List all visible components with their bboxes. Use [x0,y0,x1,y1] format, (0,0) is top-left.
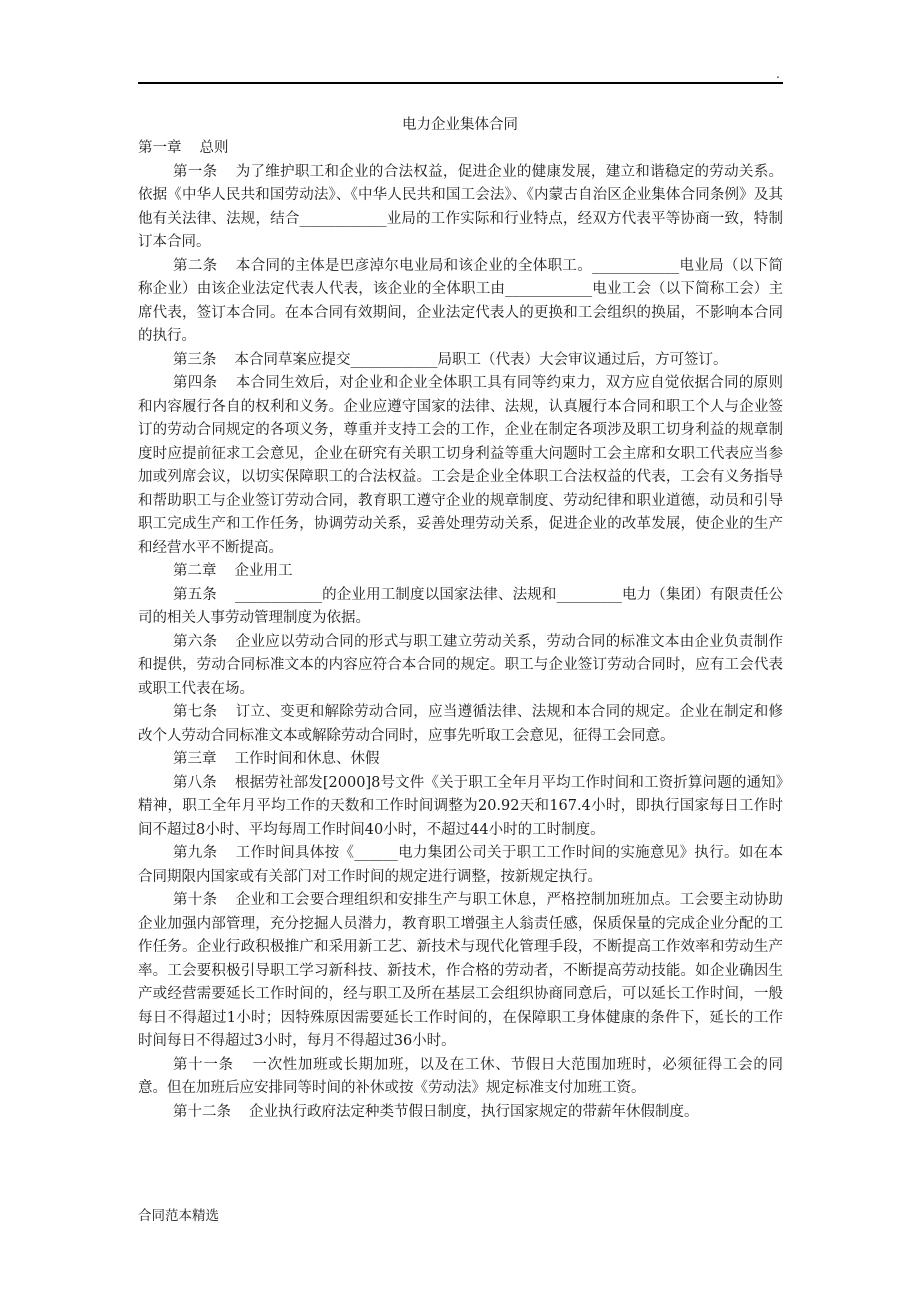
article-5: 第五条 ____________的企业用工制度以国家法律、法规和_________电力（集团）有限责任公司的相关人事劳动管理制度为依据。 [138,586,784,626]
article-11: 第十一条 一次性加班或长期加班，以及在工休、节假日大范围加班时，必须征得工会的同意。但在加班后应安排同等时间的补休或按《劳动法》规定标准支付加班工资。 [138,1056,783,1096]
document-title: 电力企业集体合同 [402,117,518,133]
article-3: 第三条 本合同草案应提交____________局职工（代表）大会审议通过后，方可签订。 [173,351,728,368]
document-body [138,137,783,1124]
chapter-3-heading: 第三章 工作时间和休息、休假 [173,751,380,767]
article-10: 第十条 企业和工会要合理组织和安排生产与职工休息，严格控制加班加点。工会要主动协助企业加强内部管理，充分挖掘人员潜力，教育职工增强主人翁责任感，保质保量的完成企业分配的工作任务。企业行政积极推广和采用新工艺、新技术与现代化管理手段，不断提高工作效率和劳动生产率。工会要积极引导职工学习新科技、新技术，作合格的劳动者，不断提高劳动技能。如企业确因生产或经营需要延长工作时间的，经与职工及所在基层工会组织协商同意后，可以延长工作时间，一般每日不得超过1小时；因特殊原因需要延长工作时间的，在保障职工身体健康的条件下，延长的工作时间每日不得超过3小时，每月不得超过36小时。 [138,892,784,1049]
footer-label: 合同范本精选 [138,1208,219,1224]
article-12: 第十二条 企业执行政府法定种类节假日制度，执行国家规定的带薪年休假制度。 [173,1103,699,1120]
chapter-1-heading: 第一章 总则 [138,140,229,156]
article-1: 第一条 为了维护职工和企业的合法权益，促进企业的健康发展，建立和谐稳定的劳动关系。依据《中华人民共和国劳动法》、《中华人民共和国工会法》、《内蒙古自治区企业集体合同条例》及其他有关法律、法规，结合____________业局的工作实际和行业特点，经双方代表平等协商一致，特制订本合同。 [138,163,784,250]
article-4: 第四条 本合同生效后，对企业和企业全体职工具有同等约束力，双方应自觉依据合同的原则和内容履行各自的权利和义务。企业应遵守国家的法律、法规，认真履行本合同和职工个人与企业签订的劳动合同规定的各项义务，尊重并支持工会的工作，企业在制定各项涉及职工切身利益的规章制度时应提前征求工会意见，企业在研究有关职工切身利益等重大问题时工会主席和女职工代表应当参加或列席会议，以切实保障职工的合法权益。工会是企业全体职工合法权益的代表，工会有义务指导和帮助职工与企业签订劳动合同，教育职工遵守企业的规章制度、劳动纪律和职业道德，动员和引导职工完成生产和工作任务，协调劳动关系，妥善处理劳动关系，促进企业的改革发展，使企业的生产和经营水平不断提高。 [138,375,784,556]
article-9: 第九条 工作时间具体按《______电力集团公司关于职工工作时间的实施意见》执行。如在本合同期限内国家或有关部门对工作时间的规定进行调整，按新规定执行。 [138,845,784,885]
article-6: 第六条 企业应以劳动合同的形式与职工建立劳动关系，劳动合同的标准文本由企业负责制作和提供，劳动合同标准文本的内容应符合本合同的规定。职工与企业签订劳动合同时，应有工会代表或职工代表在场。 [138,633,784,697]
header-rule [138,82,783,84]
article-2: 第二条 本合同的主体是巴彦淖尔电业局和该企业的全体职工。____________电业局（以下简称企业）由该企业法定代表人代表，该企业的全体职工由____________电业工会（以下简称工会）主席代表，签订本合同。在本合同有效期间，企业法定代表人的更换和工会组织的换届，不影响本合同的执行。 [138,257,783,344]
article-7: 第七条 订立、变更和解除劳动合同，应当遵循法律、法规和本合同的规定。企业在制定和修改个人劳动合同标准文本或解除劳动合同时，应事先听取工会意见，征得工会同意。 [138,704,784,744]
header-mark: . [776,67,780,81]
chapter-2-heading: 第二章 企业用工 [173,563,293,579]
article-8: 第八条 根据劳社部发[2000]8号文件《关于职工全年月平均工作时间和工资折算问题的通知》精神，职工全年月平均工作的天数和工作时间调整为20.92天和167.4小时，即执行国家每日工作时间不超过8小时、平均每周工作时间40小时，不超过44小时的工时制度。 [138,774,784,838]
